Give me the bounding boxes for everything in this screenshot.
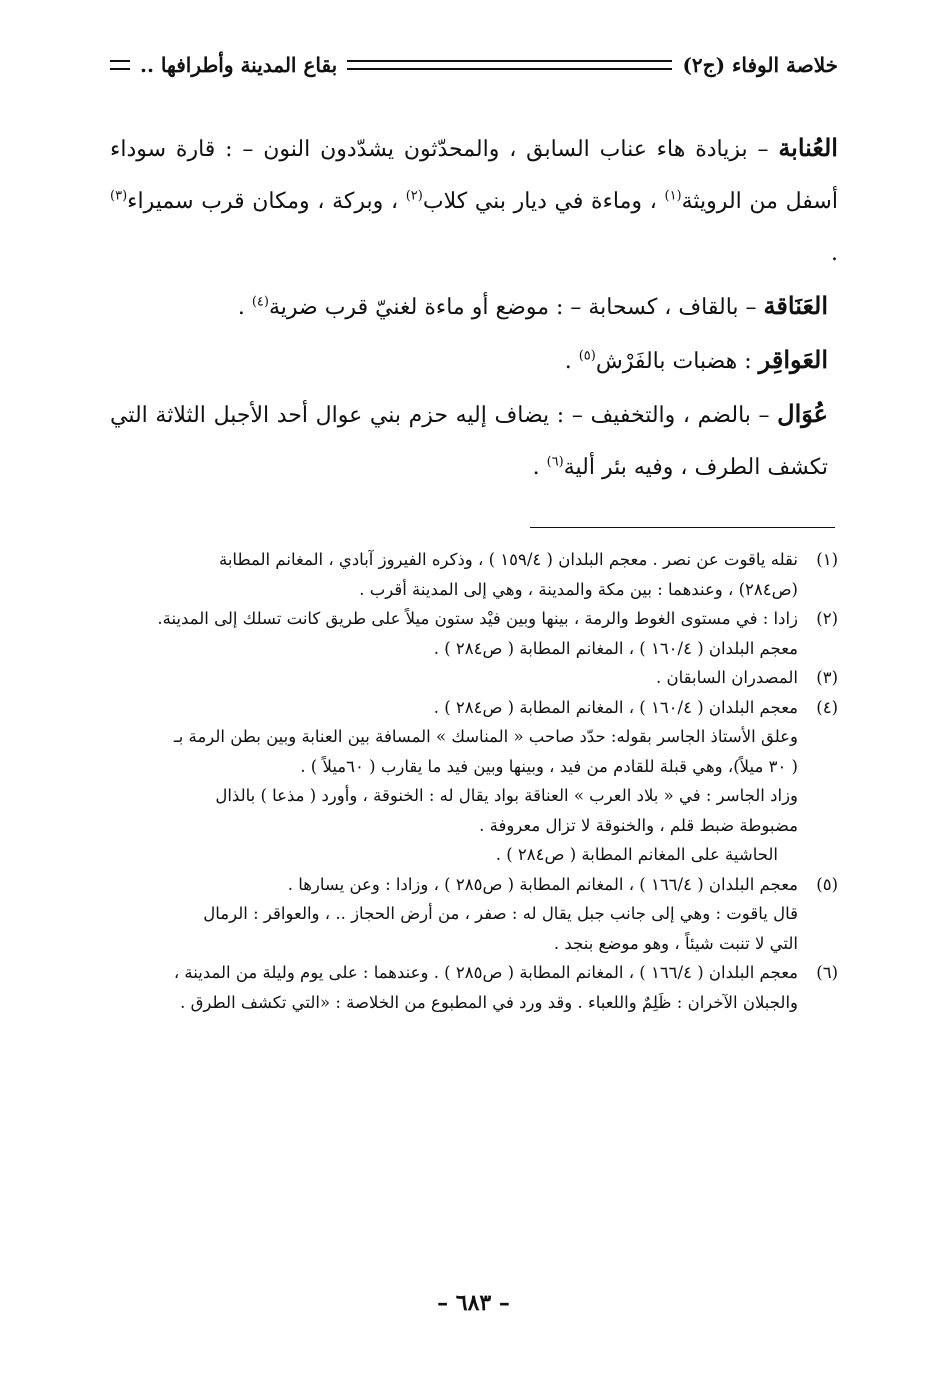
footnote-commentary: قال ياقوت : وهي إلى جانب جبل يقال له : صفر ، من أرض الحجاز .. ، والعواقر : الرمال التي لا تنبت شيئاً ، وهو موضع بنجد . <box>203 904 798 953</box>
footnote-ref: (٢) <box>405 188 423 204</box>
footnote-ref: (١) <box>664 188 682 204</box>
page-number: – ٦٨٣ – <box>437 1290 510 1316</box>
entry-anaqa: العَنَاقة – بالقاف ، كسحابة – : موضع أو ماءة لغنيّ قرب ضرية$^{(٤)}$ . <box>237 291 828 320</box>
footnote-number: (٤) <box>816 697 838 717</box>
header-rule-end <box>110 60 130 70</box>
footnote-ref: (٣) <box>110 188 128 204</box>
footnote-source: الحاشية على المغانم المطابة ( ص٢٨٤ ) . <box>495 845 778 864</box>
footnote-number: (٢) <box>816 609 838 628</box>
footnote-ref: (٥) <box>578 348 596 364</box>
main-text <box>110 122 838 494</box>
footnote-commentary: وعلق الأستاذ الجاسر بقوله: حدّد صاحب « المناسك » المسافة بين العنابة وبين بطن الرمة بـ ( ٣٠ ميلاً)، وهي قبلة للقادم من فيد ، وبينها وبين فيد ما يقارب ( ٦٠ميلاً ) . وزاد الجاسر : في « بلاد العرب » العناقة بواد يقال له : الخنوقة ، وأورد ( مذعا ) بالذال مضبوطة ضبط قلم ، والخنوقة لا تزال معروفة . <box>173 727 798 835</box>
entry-awal: عُوَال – بالضم ، والتخفيف – : يضاف إليه حزم بني عوال أحد الأجبل الثلاثة التي تكشف الطرف ، وفيه بئر ألية$^{(٦)}$ . <box>110 399 828 480</box>
footnote-number: (٥) <box>816 874 838 894</box>
footnote-ref: (٤) <box>251 294 269 310</box>
footnote: (١) نقله ياقوت عن نصر . معجم البلدان ( ١٥٩/٤ ) ، وذكره الفيروز آبادي ، المغانم المطابة (ص٢٨٤) ، وعندهما : بين مكة والمدينة ، وهي إلى المدينة أقرب . <box>110 545 838 604</box>
footnote: (٤) معجم البلدان ( ١٦٠/٤ ) ، المغانم المطابة ( ص٢٨٤ ) . <box>110 693 838 723</box>
entry-head: العَنَاقة <box>763 291 828 320</box>
footnote-number: (٣) <box>816 668 838 687</box>
entry-head: عُوَال <box>777 399 828 428</box>
footnotes <box>110 545 838 1017</box>
header-rule <box>347 60 672 70</box>
footnote: (٢) زادا : في مستوى الغوط والرمة ، بينها وبين فيْد ستون ميلاً على طريق كانت تسلك إلى المدينة. معجم البلدان ( ١٦٠/٤ ) ، المغانم المطابة ( ص٢٨٤ ) . <box>110 604 838 663</box>
footnote-ref: (٦) <box>546 454 564 470</box>
entry-anaba: العُنابة – بزيادة هاء عناب السابق ، والمحدّثون يشدّدون النون – : قارة سوداء أسفل من الرويثة$^{(١)}$ ، وماءة في ديار بني كلاب$^{(٢)}$ ، وبركة ، ومكان قرب سميراء$^{(٣)}$ . <box>110 133 838 266</box>
footnote: (٥) معجم البلدان ( ١٦٦/٤ ) ، المغانم المطابة ( ص٢٨٥ ) ، وزادا : وعن يسارها . <box>110 870 838 900</box>
footnote: (٣) المصدران السابقان . <box>110 663 838 693</box>
footnote-separator <box>530 527 835 528</box>
footnote-number: (١) <box>816 550 838 569</box>
entry-head: العُنابة <box>778 133 838 162</box>
entry-awaqir: العَواقِر : هضبات بالفَرْش$^{(٥)}$ . <box>564 345 828 374</box>
footnote-number: (٦) <box>816 963 838 982</box>
entry-head: العَواقِر <box>758 345 828 374</box>
running-header <box>110 48 838 82</box>
footnote: (٦) معجم البلدان ( ١٦٦/٤ ) ، المغانم المطابة ( ص٢٨٥ ) . وعندهما : على يوم وليلة من المدينة ، والجبلان الآخران : ظَلِمٌ واللعباء . وقد ورد في المطبوع من الخلاصة : «التي تكشف الطرق . <box>110 958 838 1017</box>
header-chapter-title: بقاع المدينة وأطرافها .. <box>140 53 338 77</box>
header-book-title: خلاصة الوفاء (ج٢) <box>682 53 838 77</box>
